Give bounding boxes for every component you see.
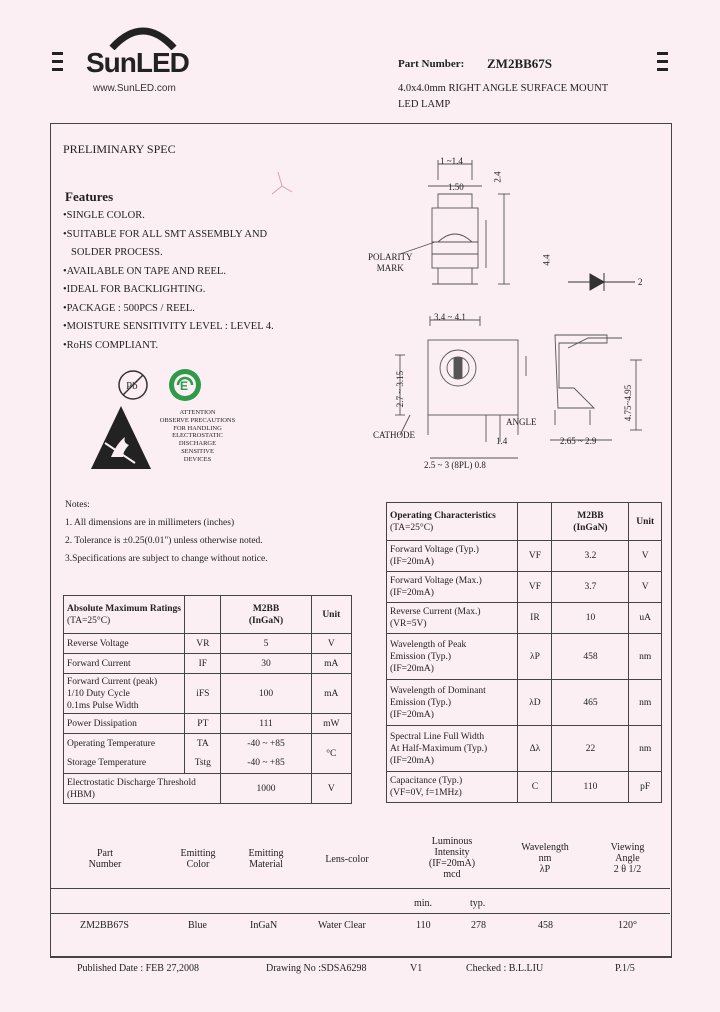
sel-divider-mid [50, 913, 670, 914]
op-char-table [386, 502, 662, 803]
feature-item: •SINGLE COLOR. [63, 210, 145, 221]
table-row [387, 680, 662, 726]
param-cell: Reverse Current (Max.) (VR=5V) [387, 603, 518, 634]
unit-cell: V [311, 774, 351, 804]
op-char-unit-header: Unit [629, 503, 662, 541]
spec-status: PRELIMINARY SPEC [63, 142, 176, 156]
cathode-label: CATHODE [373, 430, 415, 440]
note-item: 1. All dimensions are in millimeters (inches) [65, 518, 235, 528]
features-list [63, 210, 274, 358]
table-row [387, 772, 662, 803]
unit-cell: pF [629, 772, 662, 803]
sel-row-material: InGaN [250, 920, 278, 931]
value-cell: 1000 [221, 774, 311, 804]
part-number-value: ZM2BB67S [487, 56, 553, 71]
table-row [387, 634, 662, 680]
angle-label: ANGLE [506, 417, 537, 427]
table-row [64, 674, 352, 714]
esd-text-line: ELECTROSTATIC [172, 432, 223, 440]
sel-row-part: ZM2BB67S [80, 920, 129, 931]
abs-max-rows [64, 634, 352, 804]
feature-item: •PACKAGE : 500PCS / REEL. [63, 302, 195, 314]
param-cell: Wavelength of Dominant Emission (Typ.) (IF=20mA) [387, 680, 518, 726]
footer-drawing-no: Drawing No :SDSA6298 [266, 963, 367, 974]
op-char-rows [387, 541, 662, 803]
sel-row-wavelength: 458 [538, 920, 553, 931]
part-number-label: Part Number: [398, 58, 465, 70]
sunled-logo-arc [108, 20, 178, 50]
feature-item: •RoHS COMPLIANT. [63, 339, 159, 351]
table-row [64, 734, 352, 754]
sel-min-label: min. [414, 898, 433, 909]
unit-cell: °C [311, 734, 351, 774]
param-cell: Operating Temperature [64, 734, 185, 754]
sel-row-lens: Water Clear [318, 920, 366, 931]
abs-max-header: Absolute Maximum Ratings (TA=25°C) [64, 596, 185, 634]
dim-bottom-right: 2.65 ~ 2.9 [560, 436, 597, 446]
unit-cell: mW [311, 714, 351, 734]
polarity-mark-label: POLARITY MARK [368, 252, 413, 273]
symbol-cell: VR [185, 634, 221, 654]
website-link[interactable]: www.SunLED.com [93, 83, 176, 94]
table-row [387, 726, 662, 772]
param-cell: Forward Voltage (Max.) (IF=20mA) [387, 572, 518, 603]
value-cell: 22 [552, 726, 629, 772]
abs-max-unit-header: Unit [311, 596, 351, 634]
esd-text-line: OBSERVE PRECAUTIONS [159, 416, 236, 424]
table-row [387, 541, 662, 572]
param-cell: Reverse Voltage [64, 634, 185, 654]
unit-cell: V [629, 572, 662, 603]
table-row [64, 774, 352, 804]
value-cell: 5 [221, 634, 311, 654]
dim-bottom-small: 1.4 [496, 436, 508, 446]
feature-item: •AVAILABLE ON TAPE AND REEL. [63, 265, 226, 277]
sel-header-viewing: Viewing Angle 2 θ 1/2 [610, 842, 645, 875]
symbol-cell: λP [518, 634, 552, 680]
dim-mid-width: 3.4 ~ 4.1 [434, 312, 466, 322]
dim-far-right-vertical: 4.75~4.95 [623, 384, 634, 422]
param-cell: Forward Voltage (Typ.) (IF=20mA) [387, 541, 518, 572]
symbol-cell: VF [518, 541, 552, 572]
param-cell: Wavelength of Peak Emission (Typ.) (IF=20mA) [387, 634, 518, 680]
value-cell: 458 [552, 634, 629, 680]
feature-item: SOLDER PROCESS. [71, 247, 163, 258]
sel-row-typ: 278 [471, 920, 486, 931]
rohs-icon [166, 366, 204, 404]
features-title: Features [65, 189, 114, 204]
op-char-part-header: M2BB (InGaN) [552, 503, 629, 541]
table-row [387, 603, 662, 634]
sel-row-color: Blue [188, 920, 207, 931]
param-cell: Forward Current (peak) 1/10 Duty Cycle 0.1ms Pulse Width [64, 674, 185, 714]
esd-warning-icon [89, 403, 153, 473]
sel-header-wavelength: Wavelength nm λP [521, 842, 569, 875]
value-cell: 3.7 [552, 572, 629, 603]
footer-checked: Checked : B.L.LIU [466, 963, 544, 974]
dim-right-vertical: 4.4 [541, 254, 552, 266]
value-cell: 10 [552, 603, 629, 634]
table-row [64, 654, 352, 674]
symbol-cell: PT [185, 714, 221, 734]
dim-top-inner: 1.50 [448, 182, 464, 192]
op-char-header: Operating Characteristics (TA=25°C) [387, 503, 518, 541]
symbol-cell: TA [185, 734, 221, 754]
value-cell: 110 [552, 772, 629, 803]
table-row [64, 714, 352, 734]
abs-max-table [63, 595, 352, 804]
symbol-cell: λD [518, 680, 552, 726]
note-item: 3.Specifications are subject to change without notice. [65, 554, 268, 564]
sel-divider-top [50, 888, 670, 889]
param-cell: Forward Current [64, 654, 185, 674]
value-cell: 100 [221, 674, 311, 714]
esd-warning-text [145, 409, 250, 464]
value-cell: -40 ~ +85 [221, 734, 311, 754]
sel-header-intensity: Luminous Intensity (IF=20mA) mcd [428, 836, 476, 880]
sel-typ-label: typ. [470, 898, 486, 909]
unit-cell: V [629, 541, 662, 572]
feature-item: •IDEAL FOR BACKLIGHTING. [63, 284, 206, 295]
pb-free-icon [116, 368, 150, 402]
param-cell: Power Dissipation [64, 714, 185, 734]
table-row [387, 572, 662, 603]
sel-header-lens: Lens-color [325, 854, 369, 865]
notes-title: Notes: [65, 500, 90, 510]
param-cell: Spectral Line Full Width At Half-Maximum (Typ.) (IF=20mA) [387, 726, 518, 772]
unit-cell: nm [629, 634, 662, 680]
symbol-cell: VF [518, 572, 552, 603]
selection-table [50, 830, 672, 930]
description-line1: 4.0x4.0mm RIGHT ANGLE SURFACE MOUNT [398, 83, 609, 94]
header-right-bars [657, 52, 668, 76]
value-cell: 111 [221, 714, 311, 734]
pb-label: Pb [126, 380, 138, 392]
note-item: 2. Tolerance is ±0.25(0.01") unless otherwise noted. [65, 536, 263, 546]
sel-header-color: Emitting Color [180, 848, 216, 870]
abs-max-part-header: M2BB (InGaN) [221, 596, 311, 634]
symbol-cell: Tstg [185, 754, 221, 774]
feature-item: •SUITABLE FOR ALL SMT ASSEMBLY AND [63, 228, 268, 240]
description-line2: LED LAMP [398, 99, 451, 110]
dim-bottom-left: 2.5 ~ 3 (8PL) 0.8 [424, 460, 486, 470]
symbol-cell: IF [185, 654, 221, 674]
notes [65, 500, 268, 572]
value-cell: 465 [552, 680, 629, 726]
sel-header-material: Emitting Material [248, 848, 284, 870]
param-cell: Storage Temperature [64, 754, 185, 774]
header-left-bars [52, 52, 63, 76]
footer-published: Published Date : FEB 27,2008 [77, 963, 199, 974]
esd-text-line: ATTENTION [179, 409, 216, 416]
symbol-cell: IR [518, 603, 552, 634]
esd-text-line: DISCHARGE [178, 440, 217, 448]
dim-left-vertical: 2.7 ~ 3.15 [395, 370, 406, 408]
unit-cell: nm [629, 680, 662, 726]
feature-item: •MOISTURE SENSITIVITY LEVEL : LEVEL 4. [63, 321, 274, 332]
table-row [64, 754, 352, 774]
esd-text-line: DEVICES [183, 455, 212, 463]
unit-cell: mA [311, 674, 351, 714]
footer-divider [50, 957, 672, 958]
unit-cell: nm [629, 726, 662, 772]
esd-text-line: FOR HANDLING [173, 424, 222, 432]
dim-top-width: 1 ~1.4 [440, 156, 463, 166]
param-cell: Capacitance (Typ.) (VF=0V, f=1MHz) [387, 772, 518, 803]
symbol-cell: Δλ [518, 726, 552, 772]
table-row [64, 634, 352, 654]
pin-label: 2 [638, 277, 643, 287]
symbol-cell: iFS [185, 674, 221, 714]
value-cell: -40 ~ +85 [221, 754, 311, 774]
footer-version: V1 [410, 963, 423, 974]
symbol-cell: C [518, 772, 552, 803]
brand-logo: SunLED [86, 47, 189, 78]
value-cell: 30 [221, 654, 311, 674]
sel-row-viewing: 120° [618, 920, 637, 931]
param-cell: Electrostatic Discharge Threshold (HBM) [64, 774, 221, 804]
footer-page: P.1/5 [615, 963, 635, 974]
value-cell: 3.2 [552, 541, 629, 572]
sel-header-part: Part Number [88, 848, 122, 870]
dim-side-right: 2.4 [492, 171, 503, 183]
unit-cell: mA [311, 654, 351, 674]
esd-text-line: SENSITIVE [181, 447, 214, 455]
unit-cell: uA [629, 603, 662, 634]
sel-row-min: 110 [416, 920, 431, 931]
svg-text:E: E [180, 379, 189, 393]
unit-cell: V [311, 634, 351, 654]
